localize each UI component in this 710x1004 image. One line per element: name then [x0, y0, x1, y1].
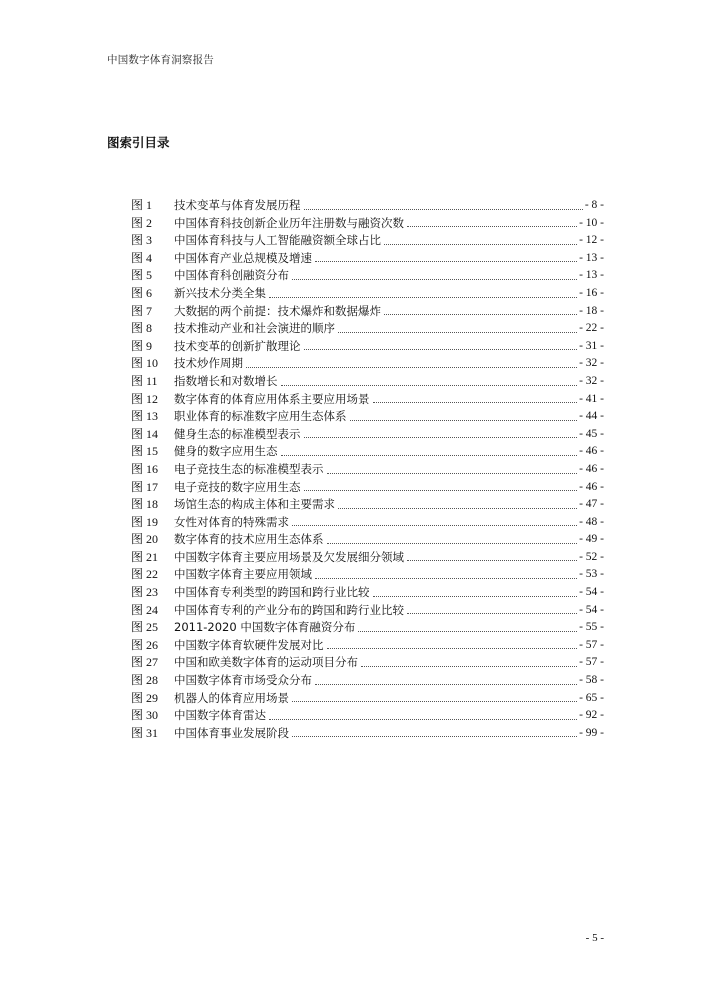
dot-leader: [246, 366, 577, 368]
figure-number: 图 11: [131, 373, 158, 388]
toc-entry[interactable]: [131, 725, 604, 743]
toc-entry[interactable]: [131, 391, 604, 409]
figure-page-number: - 49 -: [579, 533, 604, 546]
figure-number: 图 15: [131, 444, 159, 459]
dot-leader: [304, 489, 578, 491]
dot-leader: [315, 260, 577, 262]
figure-number: 图 10: [131, 356, 159, 371]
toc-entry[interactable]: [131, 549, 604, 567]
figure-number: 图 29: [131, 690, 159, 705]
toc-entry[interactable]: [131, 338, 604, 356]
figure-page-number: - 47 -: [579, 498, 604, 511]
figure-number: 图 27: [131, 655, 159, 670]
figure-title: 中国数字体育主要应用领域: [174, 567, 312, 582]
figure-number: 图 3: [131, 233, 153, 248]
figure-number: 图 7: [131, 303, 153, 318]
figure-page-number: - 54 -: [579, 603, 604, 616]
figure-number: 图 20: [131, 532, 159, 547]
figure-page-number: - 18 -: [579, 304, 604, 317]
figure-number: 图 24: [131, 602, 159, 617]
figure-number: 图 16: [131, 461, 159, 476]
figure-number: 图 19: [131, 514, 159, 529]
figure-number: 图 8: [131, 321, 153, 336]
dot-leader: [304, 348, 578, 350]
toc-entry[interactable]: [131, 250, 604, 268]
running-header: 中国数字体育洞察报告: [107, 54, 214, 66]
figure-page-number: - 13 -: [579, 251, 604, 264]
dot-leader: [292, 278, 577, 280]
figure-page-number: - 57 -: [579, 656, 604, 669]
dot-leader: [327, 647, 578, 649]
dot-leader: [384, 313, 577, 315]
figure-title: 机器人的体育应用场景: [174, 690, 289, 705]
dot-leader: [281, 384, 578, 386]
toc-entry[interactable]: [131, 267, 604, 285]
dot-leader: [269, 296, 577, 298]
toc-entry[interactable]: [131, 303, 604, 321]
toc-entry[interactable]: [131, 584, 604, 602]
dot-leader: [358, 630, 577, 632]
dot-leader: [327, 542, 578, 544]
figure-number: 图 28: [131, 673, 159, 688]
figure-number: 图 1: [131, 198, 153, 212]
figure-page-number: - 22 -: [579, 322, 604, 335]
figure-number: 图 4: [131, 250, 153, 265]
figure-title: 2011-2020 中国数字体育融资分布: [174, 620, 356, 635]
figure-number: 图 5: [131, 268, 153, 283]
toc-entry[interactable]: [131, 602, 604, 620]
figure-page-number: - 45 -: [579, 427, 604, 440]
figure-page-number: - 31 -: [579, 339, 604, 352]
dot-leader: [304, 208, 583, 210]
section-title: 图索引目录: [107, 135, 170, 150]
dot-leader: [373, 401, 578, 403]
toc-entry[interactable]: [131, 514, 604, 532]
figure-number: 图 9: [131, 338, 153, 353]
figure-number: 图 23: [131, 585, 159, 600]
figure-page-number: - 12 -: [579, 234, 604, 247]
dot-leader: [373, 595, 578, 597]
figure-title: 数字体育的技术应用生态体系: [174, 532, 324, 547]
dot-leader: [407, 612, 577, 614]
figure-title: 中国体育科技创新企业历年注册数与融资次数: [174, 215, 404, 230]
figure-title: 新兴技术分类全集: [174, 285, 266, 300]
toc-entry[interactable]: [131, 690, 604, 708]
figure-page-number: - 41 -: [579, 392, 604, 405]
figure-title: 中国数字体育市场受众分布: [174, 673, 312, 688]
figure-page-number: - 10 -: [579, 216, 604, 229]
figure-page-number: - 55 -: [579, 621, 604, 634]
figure-title: 技术变革与体育发展历程: [174, 198, 301, 212]
figure-page-number: - 46 -: [579, 480, 604, 493]
figure-page-number: - 46 -: [579, 462, 604, 475]
figure-page-number: - 8 -: [584, 199, 604, 211]
figure-page-number: - 16 -: [579, 286, 604, 299]
figure-title: 中国数字体育软硬件发展对比: [174, 637, 324, 652]
figure-number: 图 12: [131, 391, 159, 406]
toc-entry[interactable]: [131, 461, 604, 479]
toc-entry[interactable]: [131, 215, 604, 233]
toc-entry[interactable]: [131, 197, 604, 215]
figure-title: 大数据的两个前提：技术爆炸和数据爆炸: [174, 303, 381, 318]
figure-title: 健身生态的标准模型表示: [174, 426, 301, 441]
toc-entry[interactable]: [131, 426, 604, 444]
figure-title: 技术推动产业和社会演进的顺序: [174, 321, 335, 336]
figure-title: 中国体育专利类型的跨国和跨行业比较: [174, 585, 370, 600]
toc-entry[interactable]: [131, 479, 604, 497]
figure-number: 图 31: [131, 725, 159, 740]
figure-title: 电子竞技的数字应用生态: [174, 479, 301, 494]
dot-leader: [304, 436, 578, 438]
toc-entry[interactable]: [131, 320, 604, 338]
figure-page-number: - 65 -: [579, 691, 604, 704]
toc-entry[interactable]: [131, 443, 604, 461]
toc-entry[interactable]: [131, 707, 604, 725]
page-number: - 5 -: [585, 932, 604, 944]
toc-entry[interactable]: [131, 285, 604, 303]
dot-leader: [292, 700, 577, 702]
dot-leader: [338, 507, 577, 509]
toc-entry[interactable]: [131, 531, 604, 549]
figure-number: 图 14: [131, 426, 159, 441]
figure-number: 图 2: [131, 215, 153, 230]
figure-title: 场馆生态的构成主体和主要需求: [174, 497, 335, 512]
dot-leader: [281, 454, 578, 456]
toc-entry[interactable]: [131, 637, 604, 655]
dot-leader: [292, 735, 577, 737]
figure-page-number: - 48 -: [579, 515, 604, 528]
toc-entry[interactable]: [131, 373, 604, 391]
dot-leader: [407, 559, 577, 561]
toc-entry[interactable]: [131, 566, 604, 584]
dot-leader: [350, 419, 578, 421]
toc-entry[interactable]: [131, 232, 604, 250]
figure-title: 技术变革的创新扩散理论: [174, 338, 301, 353]
figure-title: 技术炒作周期: [174, 356, 243, 371]
figure-title: 中国体育科创融资分布: [174, 268, 289, 283]
figure-number: 图 30: [131, 708, 159, 723]
figure-page-number: - 46 -: [579, 445, 604, 458]
figure-page-number: - 53 -: [579, 568, 604, 581]
figure-number: 图 18: [131, 497, 159, 512]
toc-entry[interactable]: [131, 408, 604, 426]
dot-leader: [292, 524, 577, 526]
figure-page-number: - 99 -: [579, 726, 604, 739]
figure-title: 中国数字体育雷达: [174, 708, 266, 723]
figure-page-number: - 32 -: [579, 374, 604, 387]
figure-title: 电子竞技生态的标准模型表示: [174, 461, 324, 476]
figure-page-number: - 54 -: [579, 586, 604, 599]
toc-entry[interactable]: [131, 672, 604, 690]
figure-number: 图 26: [131, 637, 159, 652]
figure-number: 图 25: [131, 620, 159, 635]
figure-number: 图 13: [131, 409, 159, 424]
figure-title: 中国体育专利的产业分布的跨国和跨行业比较: [174, 602, 404, 617]
dot-leader: [361, 665, 577, 667]
toc-entry[interactable]: [131, 355, 604, 373]
dot-leader: [407, 225, 577, 227]
figure-number: 图 21: [131, 549, 159, 564]
figure-page-number: - 57 -: [579, 638, 604, 651]
figure-page-number: - 32 -: [579, 357, 604, 370]
dot-leader: [327, 472, 578, 474]
dot-leader: [384, 243, 577, 245]
figure-number: 图 6: [131, 285, 153, 300]
figure-number: 图 17: [131, 479, 159, 494]
figure-title: 中国体育事业发展阶段: [174, 725, 289, 740]
figure-page-number: - 52 -: [579, 550, 604, 563]
figure-title: 中国体育科技与人工智能融资额全球占比: [174, 233, 381, 248]
toc-entry[interactable]: [131, 619, 604, 637]
figure-title: 女性对体育的特殊需求: [174, 514, 289, 529]
dot-leader: [338, 331, 577, 333]
figure-title: 中国和欧美数字体育的运动项目分布: [174, 655, 358, 670]
toc-entry[interactable]: [131, 496, 604, 514]
figure-index-list: [131, 197, 604, 742]
figure-title: 中国数字体育主要应用场景及欠发展细分领域: [174, 549, 404, 564]
figure-title: 数字体育的体育应用体系主要应用场景: [174, 391, 370, 406]
figure-title: 指数增长和对数增长: [174, 373, 278, 388]
dot-leader: [315, 683, 577, 685]
dot-leader: [269, 718, 577, 720]
dot-leader: [315, 577, 577, 579]
figure-title: 中国体育产业总规模及增速: [174, 250, 312, 265]
figure-title: 职业体育的标准数字应用生态体系: [174, 409, 347, 424]
figure-page-number: - 44 -: [579, 410, 604, 423]
toc-entry[interactable]: [131, 654, 604, 672]
figure-title: 健身的数字应用生态: [174, 444, 278, 459]
figure-number: 图 22: [131, 567, 159, 582]
figure-page-number: - 58 -: [579, 674, 604, 687]
figure-page-number: - 92 -: [579, 709, 604, 722]
figure-page-number: - 13 -: [579, 269, 604, 282]
